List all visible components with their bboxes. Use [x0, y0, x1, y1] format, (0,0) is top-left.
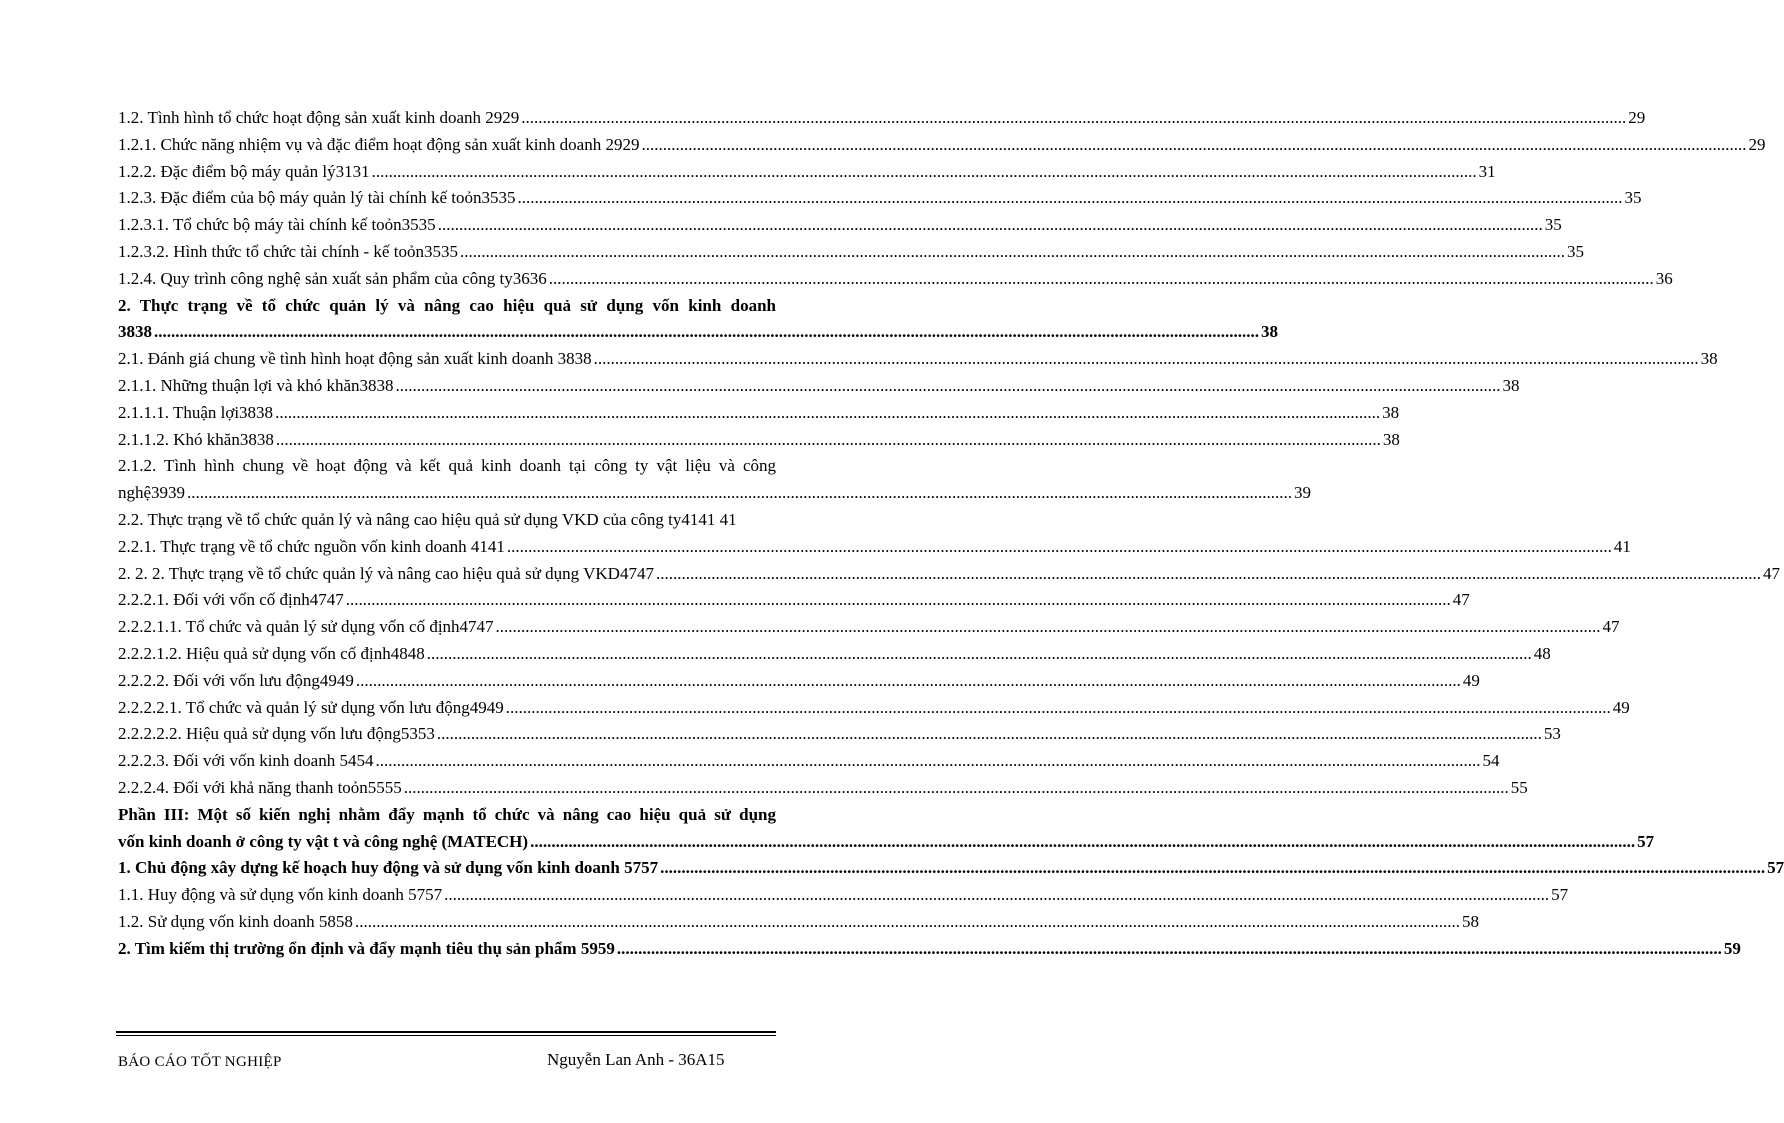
table-of-contents [118, 108, 1784, 966]
toc-entry [118, 617, 1620, 644]
toc-entry [118, 938, 1741, 966]
toc-entry-page: 49 [1462, 670, 1480, 690]
toc-entry [118, 751, 1500, 778]
toc-entry [118, 108, 1646, 135]
toc-entry-page: 58 [1461, 911, 1479, 931]
toc-entry-page: 57 [1551, 885, 1569, 905]
toc-entry [118, 563, 1780, 591]
toc-entry-page: 29 [1628, 108, 1646, 127]
toc-entry-page: 35 [1566, 241, 1584, 261]
toc-entry-title: 2.2.1. Thực trạng về tổ chức nguồn vốn kinh doanh 4141 [118, 536, 505, 556]
toc-entry-page: 31 [1478, 161, 1496, 181]
toc-entry-page: 47 [1452, 590, 1470, 610]
footer-rule-thick [116, 1031, 776, 1033]
toc-entry-title: 1.2. Tình hình tổ chức hoạt động sản xuất kinh doanh 2929 [118, 108, 520, 127]
toc-entry [118, 375, 1520, 403]
toc-entry [118, 670, 1480, 698]
toc-entry-title: 2.1. Đánh giá chung về tình hình hoạt động sản xuất kinh doanh 3838 [118, 349, 592, 369]
toc-entry-page: 35 [1544, 215, 1562, 235]
toc-entry-page: 48 [1533, 643, 1551, 663]
toc-entry-title: 1.2.3.1. Tổ chức bộ máy tài chính kế toỏn3535 [118, 215, 436, 235]
toc-entry [118, 134, 1766, 162]
toc-entry-title: 2. 2. 2. Thực trạng về tổ chức quản lý và nâng cao hiệu quả sử dụng VKD4747 [118, 563, 654, 583]
toc-entry-page: 59 [1723, 938, 1741, 958]
toc-entry-page: 47 [1602, 617, 1620, 637]
toc-entry [118, 724, 1561, 751]
toc-entry [118, 402, 1400, 430]
toc-entry-title: 2.2.2.4. Đối với khả năng thanh toỏn5555 [118, 777, 402, 797]
toc-entry-page: 29 [1748, 134, 1766, 154]
toc-entry-title: 2.2.2.1.2. Hiệu quả sử dụng vốn cố định4848 [118, 643, 425, 663]
toc-entry-page: 39 [1294, 483, 1312, 503]
toc-entry-page: 38 [1502, 375, 1520, 395]
toc-entry-page: 35 [1624, 188, 1642, 208]
toc-entry-title: vốn kinh doanh ở công ty vật t và công nghệ (MATECH) [118, 831, 529, 851]
toc-entry-title: 2. Tìm kiếm thị trường ổn định và đẩy mạnh tiêu thụ sản phẩm 5959 [118, 938, 615, 958]
toc-entry-page: 47 [1762, 563, 1780, 583]
toc-entry-heading-line: Phần III: Một số kiến nghị nhằm đẩy mạnh tổ chức và nâng cao hiệu quả sử dụng [118, 804, 776, 824]
toc-entry-page: 36 [1655, 268, 1673, 288]
toc-entry-title: 1.2.3. Đặc điểm của bộ máy quản lý tài chính kế toỏn3535 [118, 188, 516, 208]
toc-entry [118, 590, 1470, 617]
toc-entry-page: 38 [1261, 322, 1278, 342]
toc-entry-page: 38 [1382, 429, 1400, 449]
toc-entry [118, 322, 1278, 349]
toc-entry-title: 2.2.2.2.1. Tổ chức và quản lý sử dụng vốn lưu động4949 [118, 697, 504, 717]
toc-entry-title: 2.1.1.2. Khó khăn3838 [118, 429, 274, 449]
toc-entry [118, 697, 1630, 725]
toc-entry-title: 1. Chủ động xây dựng kế hoạch huy động và sử dụng vốn kinh doanh 5757 [118, 858, 659, 878]
toc-entry-title: 1.2.4. Quy trình công nghệ sản xuất sản phẩm của công ty3636 [118, 268, 547, 288]
toc-entry-page: 49 [1612, 697, 1630, 717]
toc-entry-title: 1.2.3.2. Hình thức tổ chức tài chính - kế toỏn3535 [118, 241, 458, 261]
toc-entry [118, 161, 1496, 189]
toc-entry [118, 510, 776, 537]
toc-entry-page: 57 [1767, 858, 1784, 878]
toc-entry-page: 54 [1482, 751, 1500, 771]
toc-entry-page: 38 [1700, 349, 1718, 369]
footer-author: Nguyễn Lan Anh - 36A15 [547, 1050, 725, 1069]
toc-entry-page: 41 [1613, 536, 1631, 556]
toc-entry-title: 1.2. Sử dụng vốn kinh doanh 5858 [118, 911, 353, 931]
toc-entry [118, 429, 1400, 457]
toc-entry [118, 215, 1562, 242]
toc-entry-page: 57 [1637, 831, 1655, 851]
toc-entry-title: 2.2.2.1. Đối với vốn cố định4747 [118, 590, 344, 610]
toc-entry [118, 858, 1784, 885]
toc-entry-heading-line: 2. Thực trạng về tổ chức quản lý và nâng cao hiệu quả sử dụng vốn kinh doanh [118, 295, 776, 315]
toc-entry-title: 3838 [118, 322, 152, 342]
toc-entry [118, 777, 1528, 805]
toc-entry [118, 885, 1569, 912]
toc-entry-title: 2.2.2.1.1. Tổ chức và quản lý sử dụng vốn cố định4747 [118, 617, 494, 637]
toc-entry-title: 2.2.2.2.2. Hiệu quả sử dụng vốn lưu động5353 [118, 724, 435, 744]
toc-entry [118, 483, 1312, 510]
footer-rule-thin [116, 1035, 776, 1036]
toc-entry-title: 1.2.1. Chức năng nhiệm vụ và đặc điểm hoạt động sản xuất kinh doanh 2929 [118, 134, 640, 154]
toc-entry-page: 53 [1543, 724, 1561, 744]
toc-entry [118, 349, 1718, 376]
toc-entry-title: 2.2.2.3. Đối với vốn kinh doanh 5454 [118, 751, 374, 771]
toc-entry-page: 38 [1382, 402, 1400, 422]
toc-entry [118, 241, 1584, 269]
toc-entry [118, 536, 1631, 564]
toc-entry-title: nghệ3939 [118, 483, 186, 503]
toc-entry [118, 911, 1479, 939]
footer-report-title: BÁO CÁO TỐT NGHIỆP [118, 1054, 282, 1070]
toc-entry [118, 268, 1673, 296]
toc-entry [118, 643, 1551, 671]
toc-entry-title: 2.1.1. Những thuận lợi và khó khăn3838 [118, 375, 394, 395]
toc-entry [118, 188, 1642, 215]
toc-entry-title: 1.1. Huy động và sử dụng vốn kinh doanh 5757 [118, 885, 443, 905]
toc-entry-title: 2.2.2.2. Đối với vốn lưu động4949 [118, 670, 354, 690]
toc-entry-heading-line: 2.1.2. Tình hình chung về hoạt động và kết quả kinh doanh tại công ty vật liệu và công [118, 456, 776, 476]
toc-entry-page: 55 [1510, 777, 1528, 797]
toc-entry-title: 2.2. Thực trạng về tổ chức quản lý và nâng cao hiệu quả sử dụng VKD của công ty4141 41 [118, 509, 737, 529]
toc-entry [118, 831, 1655, 859]
toc-entry-title: 2.1.1.1. Thuận lợi3838 [118, 402, 274, 422]
toc-entry-title: 1.2.2. Đặc điểm bộ máy quản lý3131 [118, 161, 370, 181]
